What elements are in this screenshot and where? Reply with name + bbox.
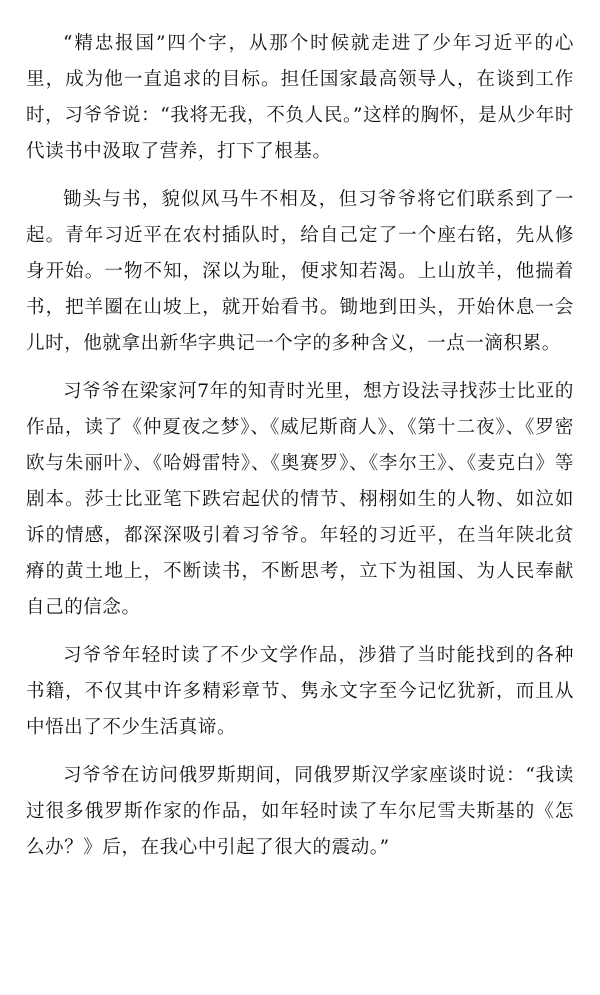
paragraph-5: 习爷爷在访问俄罗斯期间，同俄罗斯汉学家座谈时说：“我读过很多俄罗斯作家的作品，如年轻时读了车尔尼雪夫斯基的《怎么办？》后，在我心中引起了很大的震动。” (26, 765, 574, 858)
paragraph-4: 习爷爷年轻时读了不少文学作品，涉猎了当时能找到的各种书籍，不仅其中许多精彩章节、隽永文字至今记忆犹新，而且从中悟出了不少生活真谛。 (26, 645, 574, 738)
paragraph-3: 习爷爷在梁家河7年的知青时光里，想方设法寻找莎士比亚的作品，读了《仲夏夜之梦》、《威尼斯商人》、《第十二夜》、《罗密欧与朱丽叶》、《哈姆雷特》、《奥赛罗》、《李尔王》、《麦克白》等剧本。莎士比亚笔下跌宕起伏的情节、栩栩如生的人物、如泣如诉的情感，都深深吸引着习爷爷。年轻的习近平，在当年陕北贫瘠的黄土地上，不断读书，不断思考，立下为祖国、为人民奉献自己的信念。 (26, 381, 574, 618)
paragraph-1: “精忠报国”四个字，从那个时候就走进了少年习近平的心里，成为他一直追求的目标。担任国家最高领导人，在谈到工作时，习爷爷说：“我将无我，不负人民。”这样的胸怀，是从少年时代读书中汲取了营养，打下了根基。 (26, 33, 574, 162)
paragraph-2: 锄头与书，貌似风马牛不相及，但习爷爷将它们联系到了一起。青年习近平在农村插队时，给自己定了一个座右铭，先从修身开始。一物不知，深以为耻，便求知若渴。上山放羊，他揣着书，把羊圈在山坡上，就开始看书。锄地到田头，开始休息一会儿时，他就拿出新华字典记一个字的多种含义，一点一滴积累。 (26, 189, 574, 354)
